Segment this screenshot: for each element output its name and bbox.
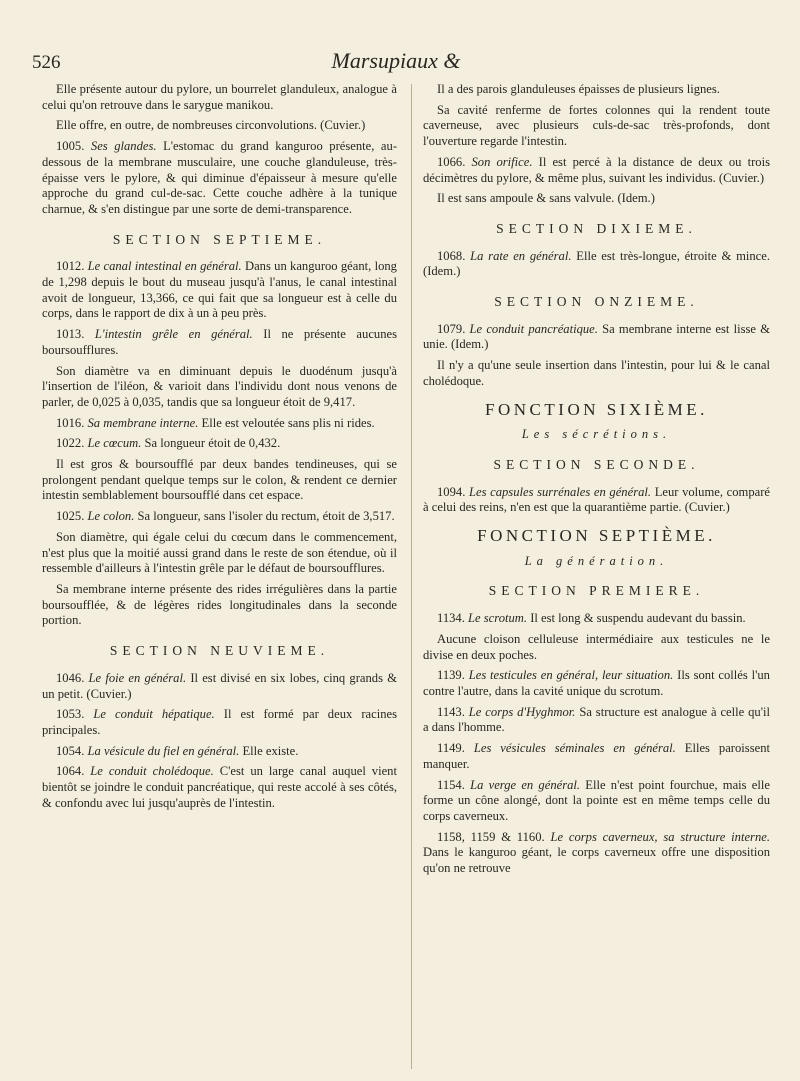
entry-title: Le conduit cholédoque. (90, 764, 214, 779)
section-heading: SECTION DIXIEME. (496, 220, 697, 236)
section-heading: SECTION SECONDE. (493, 456, 700, 472)
entry-number: 1139. (437, 668, 465, 683)
function-subheading: La génération. (524, 553, 669, 568)
entry-text: Il est percé à la distance de deux ou trois décimètres du pylore, & même plus, suivant les individus. (Cuvier.) (423, 154, 770, 185)
entry-1022 (42, 436, 397, 452)
entry-text: Il ne présente aucunes boursoufflures. (42, 327, 397, 357)
entry-text: Il est divisé en six lobes, cinq grands & un petit. (Cuvier.) (42, 670, 397, 701)
entry-number: 1066. (437, 154, 466, 169)
paragraph: Son diamètre, qui égale celui du cœcum dans le commencement, n'est plus que la moitié aussi grand dans le reste de son étendue, où il ressemble d'ailleurs à l'intestin grêle par le défaut de boursoufflures. (42, 529, 397, 576)
entry-1066 (423, 155, 770, 186)
entry-text: L'estomac du grand kanguroo présente, au-dessous de la membrane musculaire, une couche glanduleuse, très-épaisse vers le pylore, & qui diminue d'épaisseur à mesure qu'elle approche du grand cul-de-sac. Cette couche adhère à la tunique charnue, & s'en distingue par une sorte de demi-transparence. (42, 139, 398, 216)
entry-text: Sa longueur étoit de 0,432. (144, 436, 281, 451)
entry-title: Les vésicules séminales en général. (473, 741, 676, 756)
entry-1053 (42, 707, 397, 738)
left-column (42, 82, 397, 816)
entry-1158 (423, 830, 770, 877)
entry-1013 (42, 327, 397, 358)
entry-1154 (423, 778, 770, 825)
entry-text: C'est un large canal auquel vient bientôt se joindre le conduit pancréatique, qui reste accolé à ses côtés, & confondu avec lui jusqu'auprès de l'intestin. (42, 764, 397, 810)
paragraph: Il est sans ampoule & sans valvule. (Idem.) (437, 191, 655, 206)
entry-1005 (42, 139, 397, 218)
entry-text: Sa membrane interne est lisse & unie. (Idem.) (423, 321, 771, 352)
entry-1046 (42, 671, 397, 702)
entry-number: 1054. (56, 743, 85, 758)
entry-title: Le conduit hépatique. (93, 707, 215, 722)
function-heading: FONCTION SEPTIÈME. (477, 526, 716, 546)
entry-number: 1064. (56, 764, 85, 779)
page-header (32, 48, 760, 84)
entry-text: Sa structure est analogue à celle qu'il a dans l'homme. (423, 704, 770, 735)
entry-title: Le scrotum. (468, 611, 528, 626)
entry-text: Dans le kanguroo géant, le corps caverneux offre une disposition qu'on ne retrouve (423, 845, 770, 876)
entry-1134 (423, 611, 770, 627)
entry-title: Le corps d'Hyghmor. (468, 704, 576, 719)
function-heading: FONCTION SIXIÈME. (485, 399, 708, 419)
entry-1139 (423, 668, 770, 699)
entry-title: Le canal intestinal en général. (87, 259, 242, 274)
paragraph: Sa cavité renferme de fortes colonnes qui la rendent toute caverneuse, avec plusieurs culs-de-sac très-profonds, dont l'ouverture regarde l'intestin. (423, 102, 770, 149)
entry-number: 1005. (56, 139, 85, 154)
entry-number: 1046. (56, 670, 85, 685)
entry-title: Le corps caverneux, sa structure interne. (550, 829, 770, 844)
entry-text: Ils sont collés l'un contre l'autre, dans la cavité unique du scrotum. (423, 668, 770, 698)
section-heading: SECTION SEPTIEME. (112, 231, 327, 247)
entry-title: La rate en général. (470, 248, 572, 263)
entry-1016 (42, 416, 397, 432)
paragraph: Il a des parois glanduleuses épaisses de plusieurs lignes. (437, 82, 720, 96)
entry-text: Elle est veloutée sans plis ni rides. (201, 415, 375, 430)
entry-1143 (423, 705, 770, 736)
entry-number: 1143. (437, 704, 465, 719)
entry-title: Le colon. (87, 509, 135, 524)
entry-1064 (42, 764, 397, 811)
entry-title: Ses glandes. (90, 139, 157, 154)
paragraph: Elle présente autour du pylore, un bourrelet glanduleux, analogue à celui qu'on retrouve dans le sarygue manikou. (42, 82, 397, 112)
running-title: Marsupiaux & (331, 48, 461, 73)
paragraph: Sa membrane interne présente des rides irrégulières dans la partie boursoufflée, & de légères rides longitudinales dans la seconde portion. (42, 581, 397, 628)
entry-text: Il est formé par deux racines principales. (42, 707, 398, 737)
column-divider (411, 84, 412, 1069)
entry-title: Sa membrane interne. (87, 415, 199, 430)
entry-1149 (423, 741, 770, 772)
entry-text: Leur volume, comparé à celui des reins, n'en est que la quarantième partie. (Cuvier.) (423, 484, 770, 515)
entry-title: Les testicules en général, leur situation. (468, 668, 674, 683)
entry-title: Son orifice. (471, 154, 533, 169)
entry-text: Elle n'est point fourchue, mais elle forme un cône alongé, dont la pointe est en même temps celle du corps caverneux. (423, 777, 770, 823)
entry-number: 1016. (56, 415, 85, 430)
entry-number: 1154. (437, 777, 465, 792)
entry-number: 1079. (437, 321, 466, 336)
entry-text: Sa longueur, sans l'isoler du rectum, étoit de 3,517. (137, 509, 395, 524)
paragraph: Elle offre, en outre, de nombreuses circonvolutions. (Cuvier.) (56, 118, 366, 133)
entry-number: 1134. (437, 611, 465, 626)
entry-number: 1025. (56, 509, 85, 524)
entry-number: 1013. (56, 327, 85, 342)
entry-1012 (42, 259, 397, 322)
entry-1079 (423, 322, 770, 353)
function-subheading: Les sécrétions. (521, 427, 672, 442)
entry-number: 1022. (56, 436, 85, 451)
right-column (423, 82, 770, 882)
entry-title: Le conduit pancréatique. (469, 321, 598, 336)
entry-text: Elles paroissent manquer. (423, 741, 770, 771)
entry-number: 1158, 1159 & 1160. (437, 829, 545, 844)
entry-number: 1053. (56, 707, 85, 722)
paragraph: Il est gros & boursoufflé par deux bandes tendineuses, qui se prolongent pendant quelque temps sur le colon, & rendent ce dernier intestin semblablement boursoufflé dans cet espace. (42, 457, 397, 503)
paragraph: Aucune cloison celluleuse intermédiaire aux testicules ne le divise en deux poches. (423, 631, 770, 662)
entry-text: Elle existe. (242, 743, 299, 758)
entry-title: La verge en général. (470, 777, 581, 792)
entry-number: 1094. (437, 484, 466, 499)
entry-number: 1149. (437, 741, 465, 756)
page-number: 526 (32, 52, 61, 73)
paragraph: Son diamètre va en diminuant depuis le duodénum jusqu'à l'insertion de l'iléon, & varioit dans l'individu dont nous venons de parler, de 0,025 à 0,035, tandis que sa longueur étoit de 9,417. (42, 363, 397, 409)
paragraph: Il n'y a qu'une seule insertion dans l'intestin, pour lui & le canal cholédoque. (423, 358, 770, 388)
entry-title: Le cœcum. (87, 436, 142, 451)
entry-number: 1068. (437, 248, 466, 263)
section-heading: SECTION NEUVIEME. (109, 643, 330, 659)
entry-title: L'intestin grêle en général. (94, 327, 253, 342)
entry-text: Il est long & suspendu audevant du bassin. (530, 611, 746, 626)
entry-1068 (423, 249, 770, 280)
entry-1094 (423, 485, 770, 516)
entry-1025 (42, 509, 397, 525)
entry-text: Elle est très-longue, étroite & mince. (Idem.) (423, 248, 770, 279)
section-heading: SECTION ONZIEME. (494, 294, 699, 310)
entry-title: Les capsules surrénales en général. (468, 484, 652, 499)
entry-1054 (42, 744, 397, 760)
entry-number: 1012. (56, 259, 85, 274)
section-heading: SECTION PREMIERE. (488, 583, 705, 599)
entry-title: Le foie en général. (88, 670, 187, 685)
entry-title: La vésicule du fiel en général. (87, 743, 240, 758)
entry-text: Dans un kanguroo géant, long de 1,298 depuis le bout du museau jusqu'à l'anus, le canal intestinal avoit de longueur, 13,366, ce qui fait que sa longueur est à celle du corps, dans le rapport de dix à un à peu près. (42, 259, 397, 321)
